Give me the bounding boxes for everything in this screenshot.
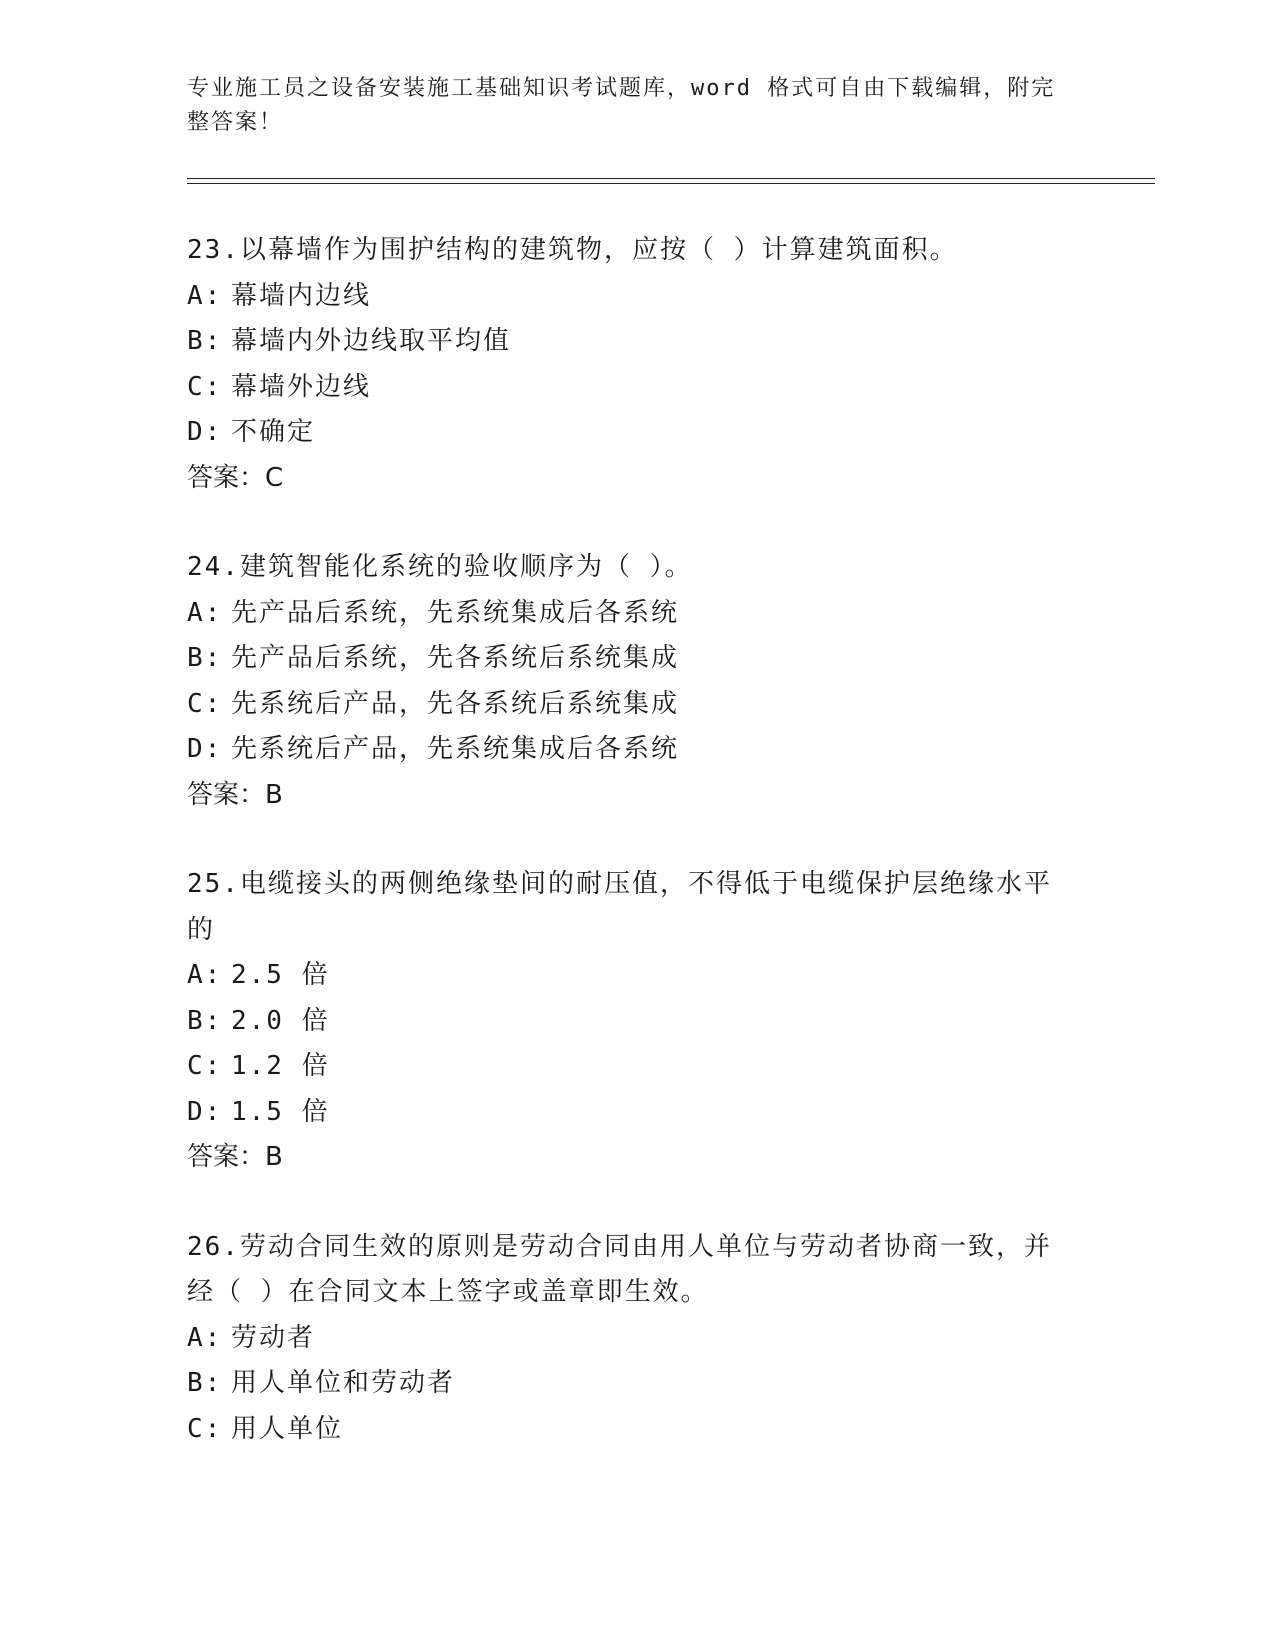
option-text: 2.5 倍: [231, 960, 330, 990]
option-text: 先产品后系统，先各系统后系统集成: [231, 643, 680, 673]
question-text: [187, 1225, 1077, 1316]
option-text: 不确定: [231, 417, 316, 447]
question-stem: 电缆接头的两侧绝缘垫间的耐压值，不得低于电缆保护层绝缘水平的: [187, 869, 1052, 945]
option-letter: A:: [187, 280, 223, 311]
answer-line: 答案：B: [187, 1142, 283, 1172]
option-text: 1.2 倍: [231, 1051, 330, 1081]
question-list: [187, 228, 1087, 1496]
option-letter: A:: [187, 960, 223, 990]
option-text: 先系统后产品，先系统集成后各系统: [231, 734, 680, 764]
option-text: 先产品后系统，先系统集成后各系统: [231, 597, 680, 628]
option-a: [187, 591, 1087, 637]
option-letter: D:: [187, 734, 223, 764]
answer-line: 答案：C: [187, 462, 284, 493]
option-letter: D:: [187, 1096, 223, 1127]
option-a: [187, 1316, 1087, 1362]
question-text: [187, 545, 1077, 591]
option-letter: B:: [187, 1368, 223, 1398]
option-letter: C:: [187, 1413, 223, 1444]
option-text: 幕墙外边线: [231, 371, 372, 402]
option-d: [187, 1090, 1087, 1136]
question-24: [187, 545, 1087, 818]
question-number: 23.: [187, 235, 240, 265]
option-letter: B:: [187, 326, 223, 356]
option-c: [187, 682, 1087, 728]
option-b: [187, 999, 1087, 1045]
document-header: [187, 72, 1087, 140]
question-stem: 以幕墙作为围护结构的建筑物，应按（ ）计算建筑面积。: [239, 235, 958, 265]
option-letter: B:: [187, 1005, 223, 1036]
option-text: 用人单位: [231, 1413, 344, 1444]
option-letter: D:: [187, 417, 223, 447]
question-number: 25.: [187, 869, 240, 899]
option-letter: C:: [187, 371, 223, 402]
option-letter: C:: [187, 1051, 223, 1081]
option-text: 先系统后产品，先各系统后系统集成: [231, 688, 680, 719]
option-text: 幕墙内边线: [231, 280, 372, 311]
question-25: [187, 862, 1087, 1181]
header-divider-top: [187, 178, 1155, 179]
option-d: [187, 727, 1087, 773]
question-stem: 劳动合同生效的原则是劳动合同由用人单位与劳动者协商一致，并经（ ）在合同文本上签字或盖章即生效。: [187, 1231, 1052, 1307]
question-stem: 建筑智能化系统的验收顺序为（ ）。: [239, 552, 693, 582]
option-a: [187, 953, 1087, 999]
option-b: [187, 636, 1087, 682]
option-letter: A:: [187, 1322, 223, 1353]
option-letter: C:: [187, 688, 223, 719]
option-text: 2.0 倍: [231, 1005, 330, 1036]
header-line-2: 整答案！: [187, 110, 284, 135]
option-text: 劳动者: [231, 1322, 316, 1353]
option-text: 1.5 倍: [231, 1096, 330, 1127]
option-c: [187, 365, 1087, 411]
option-text: 用人单位和劳动者: [231, 1368, 456, 1398]
option-text: 幕墙内外边线取平均值: [231, 326, 512, 356]
option-letter: A:: [187, 597, 223, 628]
option-d: [187, 410, 1087, 456]
question-number: 24.: [187, 552, 240, 582]
question-23: [187, 228, 1087, 501]
question-26: [187, 1225, 1087, 1453]
option-c: [187, 1407, 1087, 1453]
question-number: 26.: [187, 1231, 240, 1262]
header-divider-bottom: [187, 183, 1155, 184]
question-text: [187, 228, 1077, 274]
option-b: [187, 1361, 1087, 1407]
option-b: [187, 319, 1087, 365]
header-line-1: 专业施工员之设备安装施工基础知识考试题库，word 格式可自由下载编辑，附完: [187, 76, 1056, 101]
answer-line: 答案：B: [187, 779, 283, 810]
question-text: [187, 862, 1077, 953]
option-letter: B:: [187, 643, 223, 673]
option-a: [187, 274, 1087, 320]
option-c: [187, 1044, 1087, 1090]
